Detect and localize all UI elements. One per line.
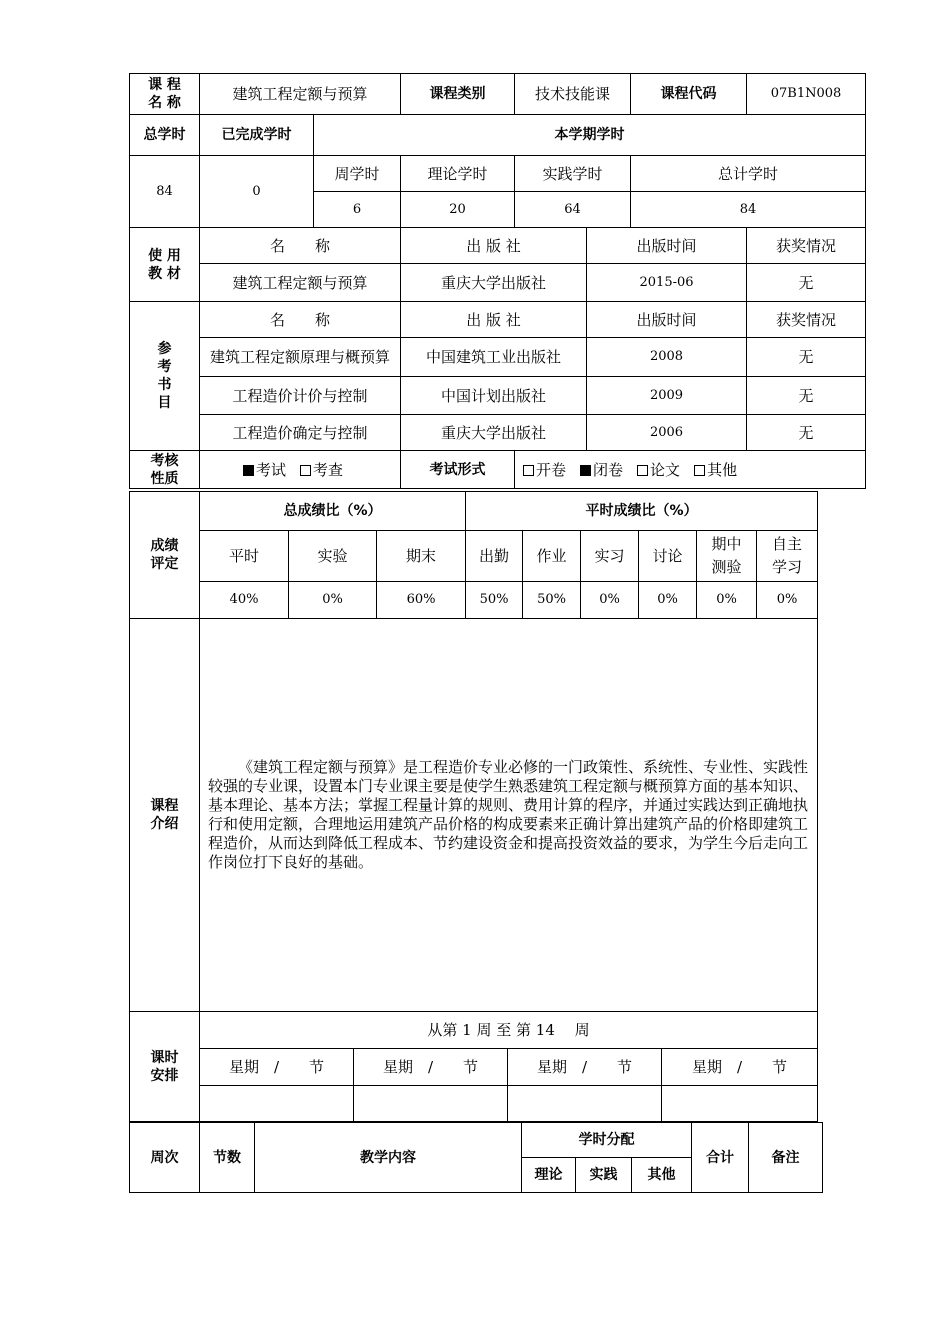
intro-text: 《建筑工程定额与预算》是工程造价专业必修的一门政策性、系统性、专业性、实践性较强的专业课，设置本门专业课主要是使学生熟悉建筑工程定额与概预算方面的基本知识、基本理论、基本方法；掌握工程量计算的规则、费用计算的程序，并通过实践达到正确地执行和使用定额，合理地运用建筑产品价格的构成要素来正确计算出建筑产品的价格即建筑工程造价，从而达到降低工程成本、节约建设资金和提高投资效益的要求，为学生今后走向工作岗位打下良好的基础。 <box>208 758 809 871</box>
exam-form-label: 考试形式 <box>401 451 515 489</box>
schedule-slot: 星期 / 节 <box>200 1049 354 1086</box>
grade-header: 期末 <box>377 531 466 582</box>
reference-publisher: 重庆大学出版社 <box>401 415 587 451</box>
total-hours-label: 总学时 <box>130 115 200 156</box>
practice-hours: 64 <box>515 192 631 228</box>
sum-hours: 84 <box>631 192 866 228</box>
plan-practice-header: 实践 <box>576 1158 632 1193</box>
grading-table <box>129 491 818 619</box>
plan-total-header: 合计 <box>692 1123 749 1193</box>
reference-name: 工程造价计价与控制 <box>200 377 401 415</box>
references-col-award: 获奖情况 <box>747 302 866 338</box>
checked-box-icon[interactable] <box>243 465 254 476</box>
plan-alloc-header: 学时分配 <box>522 1123 692 1158</box>
plan-header-table <box>129 1122 823 1193</box>
grade-header: 出勤 <box>466 531 523 582</box>
theory-hours: 20 <box>401 192 515 228</box>
plan-week-header: 周次 <box>130 1123 200 1193</box>
grade-value: 0% <box>639 582 697 619</box>
exam-option: 考试 <box>255 460 286 479</box>
total-ratio-label: 总成绩比（%） <box>200 492 466 531</box>
schedule-slot-empty <box>200 1086 354 1122</box>
reference-date: 2009 <box>587 377 747 415</box>
grade-value: 0% <box>581 582 639 619</box>
weekly-hours: 6 <box>314 192 401 228</box>
grade-header: 作业 <box>523 531 581 582</box>
grade-value: 60% <box>377 582 466 619</box>
references-col-date: 出版时间 <box>587 302 747 338</box>
schedule-slot: 星期 / 节 <box>354 1049 508 1086</box>
other-option: 其他 <box>707 460 738 479</box>
grade-header: 讨论 <box>639 531 697 582</box>
plan-theory-header: 理论 <box>522 1158 576 1193</box>
practice-hours-label: 实践学时 <box>515 156 631 192</box>
reference-publisher: 中国计划出版社 <box>401 377 587 415</box>
grade-value: 0% <box>697 582 757 619</box>
theory-hours-label: 理论学时 <box>401 156 515 192</box>
checked-box-icon[interactable] <box>580 465 591 476</box>
reference-award: 无 <box>747 377 866 415</box>
course-code-label: 课程代码 <box>631 74 747 115</box>
grade-header: 期中 测验 <box>697 531 757 582</box>
textbook-col-date: 出版时间 <box>587 228 747 264</box>
sum-hours-label: 总计学时 <box>631 156 866 192</box>
reference-date: 2006 <box>587 415 747 451</box>
completed-hours-label: 已完成学时 <box>200 115 314 156</box>
reference-award: 无 <box>747 338 866 377</box>
check-option: 考查 <box>313 460 344 479</box>
schedule-label: 课时 安排 <box>130 1012 200 1122</box>
completed-hours: 0 <box>200 156 314 228</box>
grade-value: 0% <box>757 582 818 619</box>
reference-name: 工程造价确定与控制 <box>200 415 401 451</box>
unchecked-box-icon[interactable] <box>523 465 534 476</box>
course-name-label: 课 程 名 称 <box>130 74 200 115</box>
course-name: 建筑工程定额与预算 <box>200 74 401 115</box>
unchecked-box-icon[interactable] <box>300 465 311 476</box>
unchecked-box-icon[interactable] <box>694 465 705 476</box>
plan-section-header: 节数 <box>200 1123 255 1193</box>
total-hours: 84 <box>130 156 200 228</box>
intro-schedule-table <box>129 618 818 1122</box>
usual-ratio-label: 平时成绩比（%） <box>466 492 818 531</box>
grade-header: 实验 <box>289 531 377 582</box>
textbook-col-name: 名 称 <box>200 228 401 264</box>
plan-other-header: 其他 <box>632 1158 692 1193</box>
term-hours-label: 本学期学时 <box>314 115 866 156</box>
grade-header: 平时 <box>200 531 289 582</box>
grade-value: 0% <box>289 582 377 619</box>
assessment-label: 考核 性质 <box>130 451 200 489</box>
grade-header: 自主 学习 <box>757 531 818 582</box>
unchecked-box-icon[interactable] <box>637 465 648 476</box>
references-label: 参 考 书 目 <box>130 302 200 451</box>
textbook-col-award: 获奖情况 <box>747 228 866 264</box>
schedule-slot-empty <box>354 1086 508 1122</box>
textbook-publisher: 重庆大学出版社 <box>401 264 587 302</box>
grade-value: 40% <box>200 582 289 619</box>
reference-award: 无 <box>747 415 866 451</box>
textbook-date: 2015-06 <box>587 264 747 302</box>
paper-option: 论文 <box>650 460 681 479</box>
reference-publisher: 中国建筑工业出版社 <box>401 338 587 377</box>
course-type-label: 课程类别 <box>401 74 515 115</box>
schedule-slot: 星期 / 节 <box>662 1049 818 1086</box>
weekly-hours-label: 周学时 <box>314 156 401 192</box>
reference-date: 2008 <box>587 338 747 377</box>
textbook-col-publisher: 出 版 社 <box>401 228 587 264</box>
course-info-table <box>129 73 866 489</box>
intro-label: 课程 介绍 <box>130 619 200 1012</box>
grade-value: 50% <box>466 582 523 619</box>
textbook-label: 使 用 教 材 <box>130 228 200 302</box>
schedule-slot-empty <box>508 1086 662 1122</box>
plan-remark-header: 备注 <box>749 1123 823 1193</box>
course-type: 技术技能课 <box>515 74 631 115</box>
schedule-slot: 星期 / 节 <box>508 1049 662 1086</box>
plan-content-header: 教学内容 <box>255 1123 522 1193</box>
grade-header: 实习 <box>581 531 639 582</box>
intro-text-cell <box>200 619 818 1012</box>
closed-book-option: 闭卷 <box>593 460 624 479</box>
textbook-award: 无 <box>747 264 866 302</box>
course-code: 07B1N008 <box>747 74 866 115</box>
grading-label: 成绩 评定 <box>130 492 200 619</box>
schedule-weeks: 从第 1 周 至 第 14 周 <box>200 1012 818 1049</box>
assessment-type <box>200 451 401 489</box>
reference-name: 建筑工程定额原理与概预算 <box>200 338 401 377</box>
exam-form <box>515 451 866 489</box>
references-col-name: 名 称 <box>200 302 401 338</box>
references-col-publisher: 出 版 社 <box>401 302 587 338</box>
textbook-name: 建筑工程定额与预算 <box>200 264 401 302</box>
schedule-slot-empty <box>662 1086 818 1122</box>
open-book-option: 开卷 <box>536 460 567 479</box>
grade-value: 50% <box>523 582 581 619</box>
